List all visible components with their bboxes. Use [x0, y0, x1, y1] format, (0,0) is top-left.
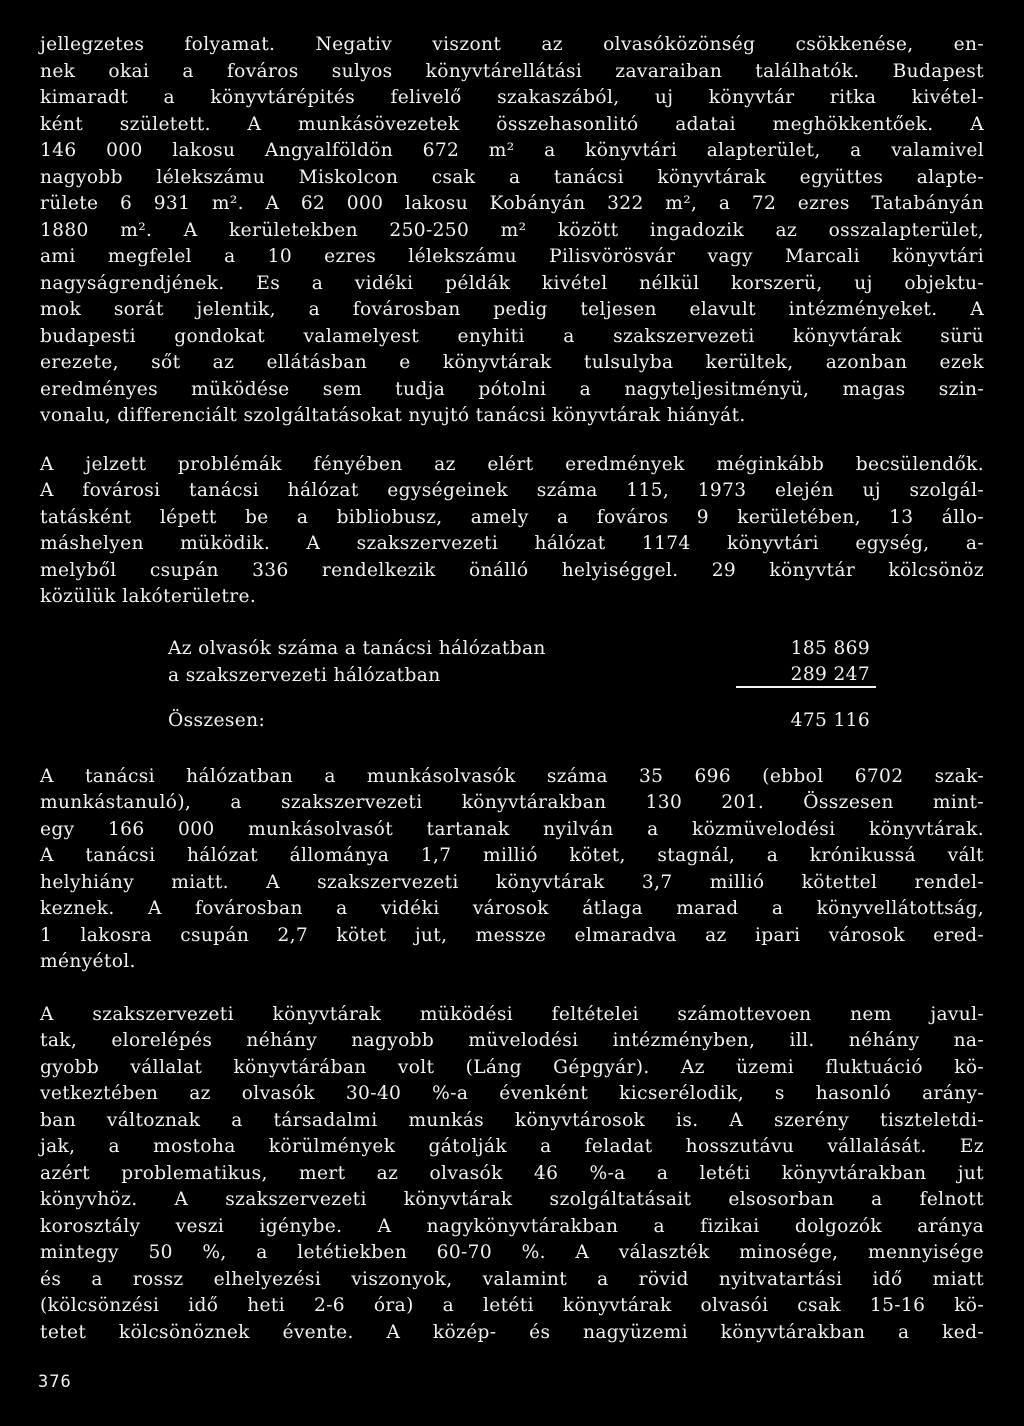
text-line: azért problematikus, mert az olvasók 46 %-a a letéti könyvtárakban jut — [40, 1162, 984, 1184]
text-line: ban változnak a társadalmi munkás könyvtárosok is. A szerény tiszteletdi- — [40, 1109, 984, 1131]
text-line: erezete, sőt az ellátásban e könyvtárak tulsulyba kerültek, azonban ezek — [40, 352, 984, 373]
text-line: rülete 6 931 m². A 62 000 lakosu Kobányán 322 m², a 72 ezres Tatabányán — [40, 193, 984, 214]
total-label: Összesen: — [168, 709, 266, 731]
text-line: A fovárosi tanácsi hálózat egységeinek száma 115, 1973 elején uj szolgál- — [40, 480, 984, 501]
text-line: A tanácsi hálózat állománya 1,7 millió kötet, stagnál, a krónikussá vált — [40, 845, 984, 866]
text-line: tatásként lépett be a bibliobusz, amely a fováros 9 kerületében, 13 állo- — [40, 506, 984, 528]
paragraph-2 — [40, 452, 984, 611]
text-line: A jelzett problémák fényében az elért eredmények méginkább becsülendők. — [40, 453, 984, 475]
text-line: tetet kölcsönöznek évente. A közép- és nagyüzemi könyvtárakban a ked- — [40, 1321, 984, 1343]
text-line: munkástanuló), a szakszervezeti könyvtárakban 130 201. Összesen mint- — [40, 792, 984, 813]
text-line: mok sorát jelentik, a fovárosban pedig teljesen elavult intézményeket. A — [40, 299, 984, 320]
row-value: 289 247 — [736, 662, 876, 688]
text-line: könyvhöz. A szakszervezeti könyvtárak szolgáltatásait elsosorban a felnott — [40, 1189, 984, 1210]
text-line: 1 lakosra csupán 2,7 kötet jut, messze elmaradva az ipari városok ered- — [40, 924, 984, 946]
readers-table — [168, 635, 876, 734]
total-value: 475 116 — [790, 709, 870, 731]
text-line: kimaradt a könyvtárépités felivelő szakaszából, uj könyvtár ritka kivétel- — [40, 87, 984, 108]
text-line: vetkeztében az olvasók 30-40 %-a évenként kicserélodik, s hasonló arány- — [40, 1083, 984, 1104]
text-line: jellegzetes folyamat. Negativ viszont az olvasóközönség csökkenése, en- — [40, 34, 984, 55]
text-line: keznek. A fovárosban a vidéki városok átlaga marad a könyvellátottság, — [40, 898, 984, 919]
text-line: tak, elorelépés néhány nagyobb müvelodési intézményben, ill. néhány na- — [40, 1030, 984, 1051]
page-number: 376 — [38, 1372, 72, 1392]
text-line: egy 166 000 munkásolvasót tartanak nyilván a közmüvelodési könyvtárak. — [40, 818, 984, 840]
text-line: gyobb vállalat könyvtárában volt (Láng Gépgyár). Az üzemi fluktuáció kö- — [40, 1056, 984, 1078]
text-line: (kölcsönzési idő heti 2-6 óra) a letéti könyvtárak olvasói csak 15-16 kö- — [40, 1295, 984, 1316]
text-line: máshelyen müködik. A szakszervezeti hálózat 1174 könyvtári egység, a- — [40, 533, 984, 554]
table-row — [168, 662, 876, 689]
text-line: helyhiány miatt. A szakszervezeti könyvtárak 3,7 millió kötettel rendel- — [40, 871, 984, 893]
text-line: közülük lakóterületre. — [40, 586, 257, 607]
text-line: budapesti gondokat valamelyest enyhiti a szakszervezeti könyvtárak sürü — [40, 325, 984, 347]
text-line: eredményes müködése sem tudja pótolni a nagyteljesitményü, magas szin- — [40, 378, 984, 400]
text-line: ményétol. — [40, 951, 136, 972]
row-value: 185 869 — [790, 637, 870, 659]
text-line: A szakszervezeti könyvtárak müködési feltételei számottevoen nem javul- — [40, 1003, 984, 1025]
text-line: A tanácsi hálózatban a munkásolvasók száma 35 696 (ebbol 6702 szak- — [40, 765, 984, 787]
text-line: mintegy 50 %, a letétiekben 60-70 %. A választék minosége, mennyisége — [40, 1242, 984, 1263]
text-line: ami megfelel a 10 ezres lélekszámu Pilisvörösvár vagy Marcali könyvtári — [40, 246, 984, 267]
text-line: jak, a mostoha körülmények gátolják a feladat hosszutávu vállalását. Ez — [40, 1136, 984, 1157]
text-line: vonalu, differenciált szolgáltatásokat nyujtó tanácsi könyvtárak hiányát. — [40, 405, 746, 426]
text-line: ként született. A munkásövezetek összehasonlitó adatai meghökkentőek. A — [40, 113, 984, 135]
row-label: Az olvasók száma a tanácsi hálózatban — [168, 637, 546, 659]
document-page — [40, 32, 984, 1346]
paragraph-1 — [40, 32, 984, 430]
text-line: és a rossz elhelyezési viszonyok, valamint a rövid nyitvatartási idő miatt — [40, 1268, 984, 1290]
paragraph-3 — [40, 764, 984, 976]
table-row — [168, 635, 876, 662]
table-total-row — [168, 707, 876, 734]
paragraph-4 — [40, 1002, 984, 1347]
row-label: a szakszervezeti hálózatban — [168, 664, 441, 686]
text-line: korosztály veszi igénybe. A nagykönyvtárakban a fizikai dolgozók aránya — [40, 1215, 984, 1237]
text-line: melyből csupán 336 rendelkezik önálló helyiséggel. 29 könyvtár kölcsönöz — [40, 559, 984, 581]
text-line: nek okai a fováros sulyos könyvtárellátási zavaraiban találhatók. Budapest — [40, 60, 984, 82]
text-line: nagyobb lélekszámu Miskolcon csak a tanácsi könyvtárak együttes alapte- — [40, 166, 984, 188]
text-line: 1880 m². A kerületekben 250-250 m² között ingadozik az osszalapterület, — [40, 219, 984, 241]
text-line: 146 000 lakosu Angyalföldön 672 m² a könyvtári alapterület, a valamivel — [40, 140, 984, 161]
text-line: nagyságrendjének. Es a vidéki példák kivétel nélkül korszerü, uj objektu- — [40, 272, 984, 294]
